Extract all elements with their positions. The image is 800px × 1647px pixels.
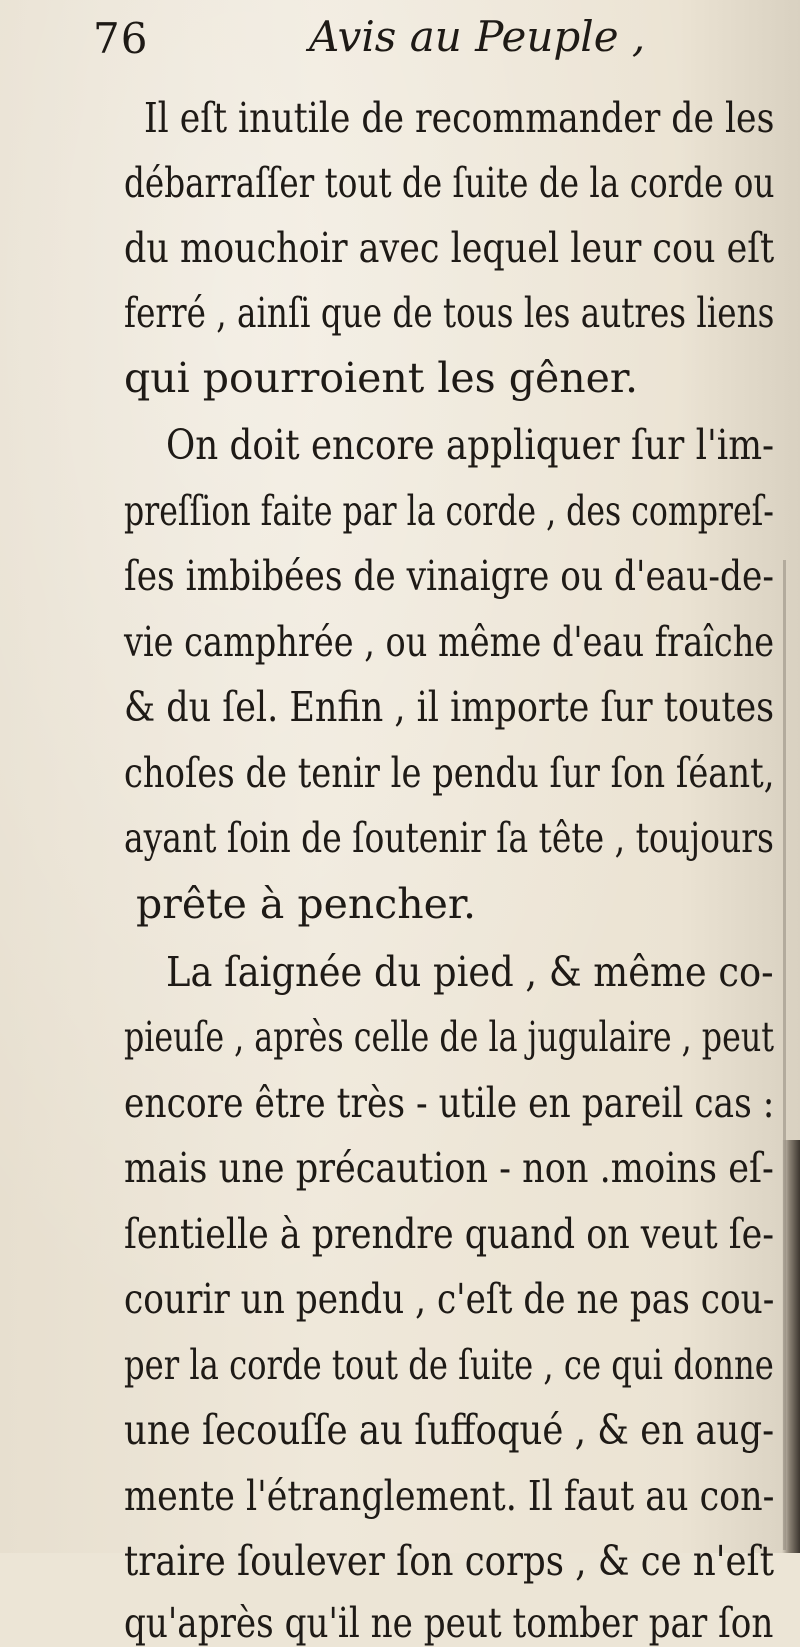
- text-line: On doit encore appliquer ſur l'im-: [166, 421, 775, 469]
- page-edge-dark: [782, 1140, 800, 1553]
- text-line: une ſecouſſe au ſuffoqué , & en aug-: [124, 1406, 775, 1454]
- running-head: Avis au Peuple ,: [309, 12, 646, 61]
- text-line: du mouchoir avec lequel leur cou eſt: [124, 224, 775, 272]
- text-line: ſentielle à prendre quand on veut ſe-: [124, 1210, 775, 1258]
- page-number: 76: [93, 14, 149, 63]
- text-line: ferré , ainſi que de tous les autres liens: [124, 289, 775, 337]
- text-line: & du ſel. Enfin , il importe ſur toutes: [124, 683, 775, 731]
- text-line: qu'après qu'il ne peut tomber par ſon: [124, 1599, 774, 1647]
- text-line: Il eſt inutile de recommander de les: [144, 94, 775, 142]
- text-line: mais une précaution - non .moins eſ-: [124, 1144, 774, 1192]
- text-line: qui pourroient les gêner.: [124, 354, 639, 402]
- text-line: mente l'étranglement. Il faut au con-: [124, 1472, 775, 1520]
- page-header: [93, 4, 653, 84]
- text-line: traire ſoulever ſon corps , & ce n'eſt: [124, 1537, 774, 1585]
- text-line: prête à pencher.: [136, 880, 477, 928]
- text-line: La ſaignée du pied , & même co-: [166, 948, 774, 996]
- text-line: vie camphrée , ou même d'eau fraîche: [124, 618, 775, 666]
- text-line: choſes de tenir le pendu ſur ſon ſéant,: [124, 749, 775, 797]
- text-line: preſſion faite par la corde , des compreſ-: [124, 487, 774, 535]
- text-line: pieuſe , après celle de la jugulaire , peut: [124, 1013, 774, 1061]
- text-line: encore être très - utile en pareil cas :: [124, 1079, 775, 1127]
- text-line: ayant ſoin de ſoutenir ſa tête , toujours: [124, 814, 774, 862]
- text-line: débarraſſer tout de ſuite de la corde ou: [124, 159, 775, 207]
- text-line: courir un pendu , c'eſt de ne pas cou-: [124, 1275, 775, 1323]
- text-line: per la corde tout de ſuite , ce qui donne: [124, 1341, 774, 1389]
- text-line: ſes imbibées de vinaigre ou d'eau-de-: [124, 552, 774, 600]
